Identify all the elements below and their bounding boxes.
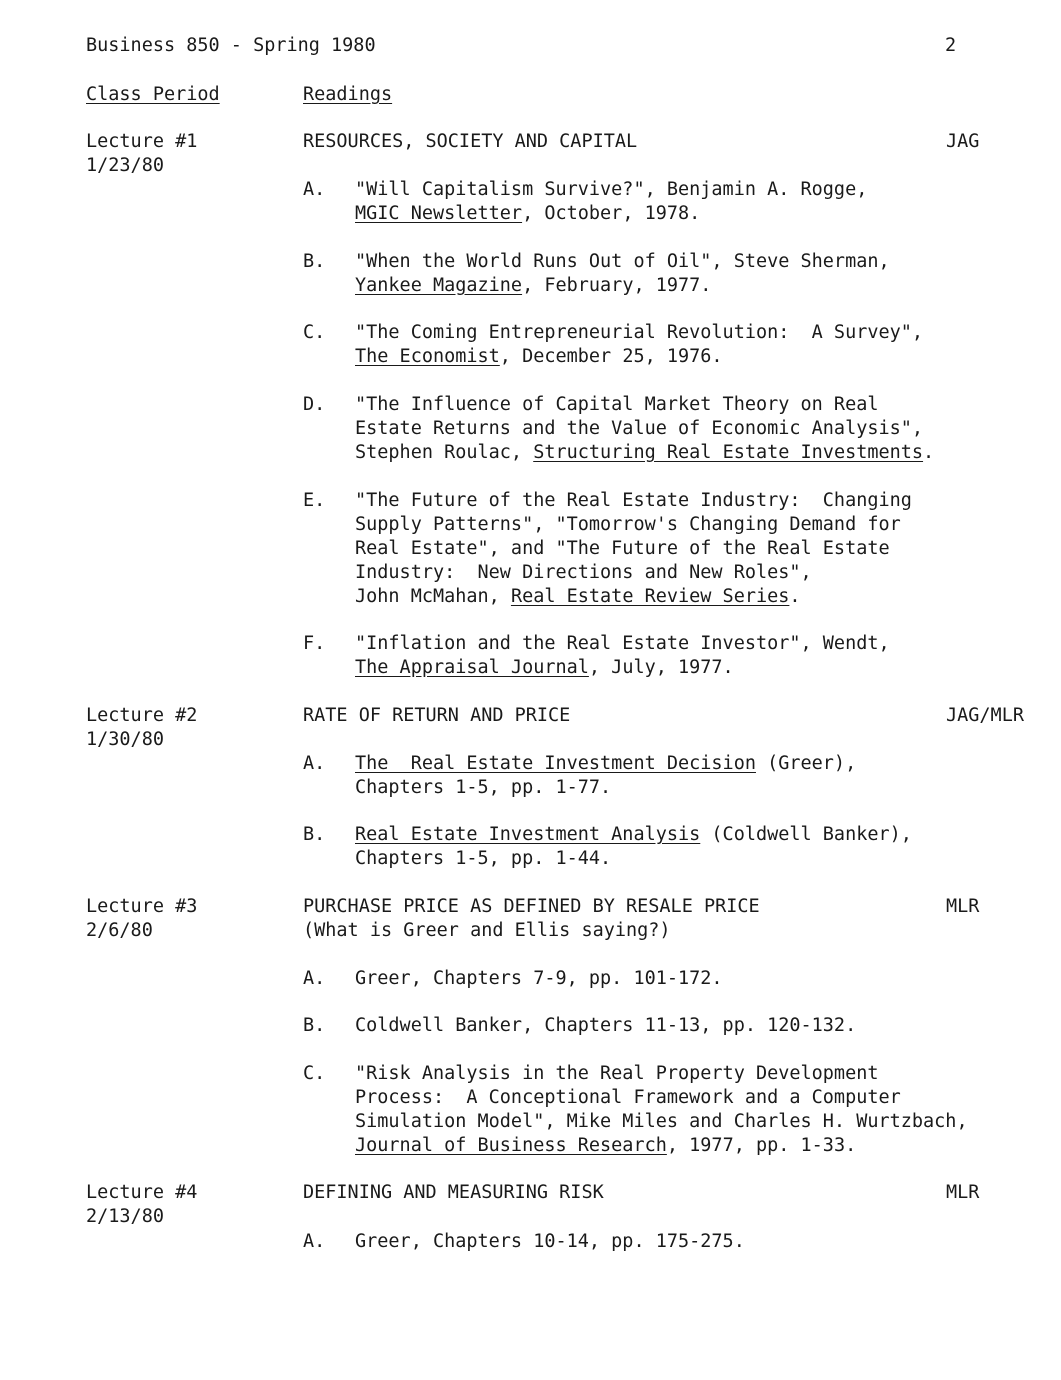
reading-letter: B. xyxy=(303,251,326,272)
reading-letter: C. xyxy=(303,1063,326,1084)
lecture-label: Lecture #4 xyxy=(86,1182,198,1203)
lecture-topic-subtitle: (What is Greer and Ellis saying?) xyxy=(303,920,671,941)
reading-text: , February, 1977. xyxy=(522,275,712,296)
lecture-label: Lecture #3 xyxy=(86,896,198,917)
reading-line xyxy=(355,417,923,441)
reading-text: , December 25, 1976. xyxy=(499,346,723,367)
course-header: Business 850 - Spring 1980 xyxy=(86,35,376,56)
reading-line xyxy=(355,823,912,847)
lecture-date: 1/23/80 xyxy=(86,155,164,176)
reading-source-title: The Economist xyxy=(355,346,500,367)
reading-letter: B. xyxy=(303,1015,326,1036)
reading-line xyxy=(355,1062,878,1086)
lecture-label: Lecture #2 xyxy=(86,705,198,726)
page-number: 2 xyxy=(945,35,957,56)
reading-text: , 1977, pp. 1-33. xyxy=(666,1135,857,1156)
reading-line xyxy=(355,752,856,776)
reading-text: Estate Returns and the Value of Economic Analysis", xyxy=(355,418,924,439)
reading-letter: C. xyxy=(303,322,326,343)
reading-source-title: Journal of Business Research xyxy=(355,1135,667,1156)
reading-line xyxy=(355,1014,856,1038)
reading-text: "The Coming Entrepreneurial Revolution: A Survey", xyxy=(355,322,924,343)
lecture-topic: PURCHASE PRICE AS DEFINED BY RESALE PRICE xyxy=(303,896,760,917)
reading-line xyxy=(355,561,812,585)
reading-text: . xyxy=(923,442,935,463)
reading-text: Chapters 1-5, pp. 1-77. xyxy=(355,777,612,798)
reading-line xyxy=(355,489,912,513)
reading-source-title: Structuring Real Estate Investments xyxy=(533,442,924,463)
reading-text: Greer, Chapters 10-14, pp. 175-275. xyxy=(355,1231,745,1252)
reading-text: (Coldwell Banker), xyxy=(700,824,912,845)
reading-line xyxy=(355,1134,856,1158)
lecture-instructor: JAG xyxy=(946,131,980,152)
reading-text: Stephen Roulac, xyxy=(355,442,534,463)
reading-text: Greer, Chapters 7-9, pp. 101-172. xyxy=(355,968,723,989)
reading-text: Coldwell Banker, Chapters 11-13, pp. 120-132. xyxy=(355,1015,857,1036)
reading-text: "Inflation and the Real Estate Investor", Wendt, xyxy=(355,633,890,654)
class-period-heading: Class Period xyxy=(86,84,220,105)
reading-line xyxy=(355,632,890,656)
lecture-label: Lecture #1 xyxy=(86,131,198,152)
lecture-topic: DEFINING AND MEASURING RISK xyxy=(303,1182,604,1203)
reading-line xyxy=(355,967,723,991)
reading-line xyxy=(355,1110,968,1134)
reading-text: "Risk Analysis in the Real Property Development xyxy=(355,1063,879,1084)
reading-line xyxy=(355,1086,901,1110)
reading-line xyxy=(355,345,723,369)
reading-source-title: The Real Estate Investment Decision xyxy=(355,753,756,774)
reading-line xyxy=(355,321,923,345)
reading-text: "Will Capitalism Survive?", Benjamin A. Rogge, xyxy=(355,179,868,200)
reading-line xyxy=(355,847,611,871)
reading-text: Simulation Model", Mike Miles and Charles H. Wurtzbach, xyxy=(355,1111,968,1132)
lecture-date: 2/13/80 xyxy=(86,1206,164,1227)
reading-letter: A. xyxy=(303,179,326,200)
reading-text: "When the World Runs Out of Oil", Steve Sherman, xyxy=(355,251,890,272)
reading-source-title: The Appraisal Journal xyxy=(355,657,589,678)
reading-text: . xyxy=(789,586,801,607)
reading-line xyxy=(355,513,901,537)
lecture-instructor: MLR xyxy=(946,1182,980,1203)
reading-letter: E. xyxy=(303,490,326,511)
reading-text: "The Influence of Capital Market Theory on Real xyxy=(355,394,879,415)
reading-line xyxy=(355,178,867,202)
reading-letter: A. xyxy=(303,753,326,774)
reading-text: John McMahan, xyxy=(355,586,511,607)
lecture-topic: RATE OF RETURN AND PRICE xyxy=(303,705,571,726)
reading-letter: D. xyxy=(303,394,326,415)
reading-source-title: Real Estate Investment Analysis xyxy=(355,824,701,845)
lecture-topic: RESOURCES, SOCIETY AND CAPITAL xyxy=(303,131,638,152)
reading-line xyxy=(355,537,890,561)
reading-letter: B. xyxy=(303,824,326,845)
reading-line xyxy=(355,202,700,226)
reading-text: Supply Patterns", "Tomorrow's Changing Demand for xyxy=(355,514,901,535)
reading-text: , October, 1978. xyxy=(522,203,701,224)
reading-line xyxy=(355,1230,745,1254)
reading-line xyxy=(355,656,734,680)
reading-letter: F. xyxy=(303,633,326,654)
readings-heading: Readings xyxy=(303,84,393,105)
reading-line xyxy=(355,274,711,298)
reading-line xyxy=(355,585,801,609)
reading-letter: A. xyxy=(303,1231,326,1252)
lecture-date: 2/6/80 xyxy=(86,920,153,941)
reading-source-title: Real Estate Review Series xyxy=(510,586,790,607)
reading-text: , July, 1977. xyxy=(588,657,734,678)
reading-text: "The Future of the Real Estate Industry: Changing xyxy=(355,490,912,511)
reading-source-title: MGIC Newsletter xyxy=(355,203,523,224)
reading-text: Process: A Conceptional Framework and a Computer xyxy=(355,1087,901,1108)
reading-line xyxy=(355,250,890,274)
reading-source-title: Yankee Magazine xyxy=(355,275,523,296)
lecture-instructor: JAG/MLR xyxy=(946,705,1024,726)
reading-line xyxy=(355,776,611,800)
reading-text: (Greer), xyxy=(755,753,857,774)
reading-text: Chapters 1-5, pp. 1-44. xyxy=(355,848,612,869)
reading-text: Industry: New Directions and New Roles", xyxy=(355,562,812,583)
reading-line xyxy=(355,393,878,417)
reading-letter: A. xyxy=(303,968,326,989)
lecture-date: 1/30/80 xyxy=(86,729,164,750)
lecture-instructor: MLR xyxy=(946,896,980,917)
reading-text: Real Estate", and "The Future of the Real Estate xyxy=(355,538,890,559)
reading-line xyxy=(355,441,934,465)
